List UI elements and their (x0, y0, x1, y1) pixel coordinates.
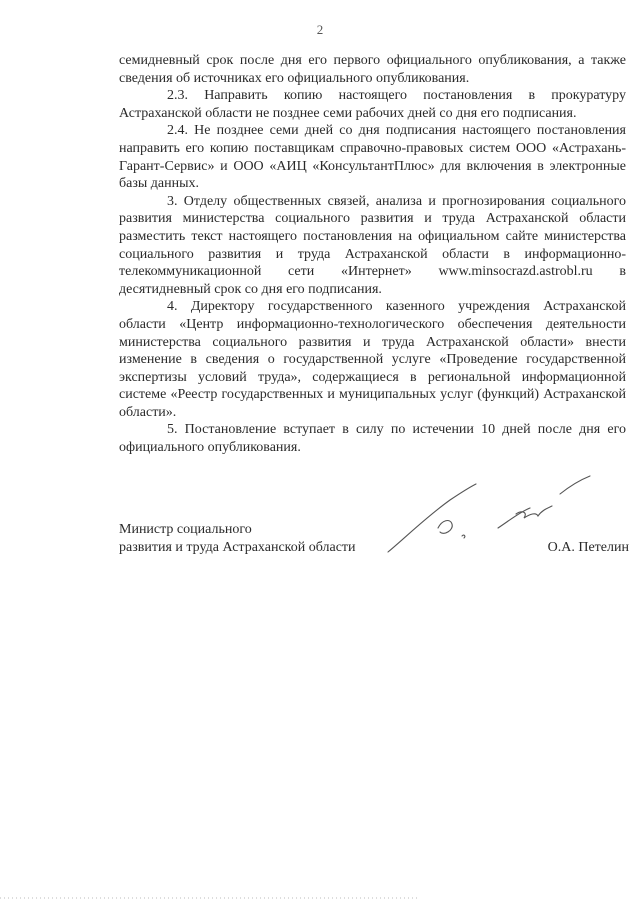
signatory-title-line-1: Министр социального (119, 522, 252, 537)
paragraph-2-4: 2.4. Не позднее семи дней со дня подписания настоящего постановления направить его копию поставщикам справочно-правовых систем ООО «Астрахань-Гарант-Сервис» и ООО «АИЦ «КонсультантПлюс» для включения в электронные базы данных. (119, 123, 626, 192)
paragraph-continuation: семидневный срок после дня его первого официального опубликования, а также сведения об источниках его официального опубликования. (119, 53, 626, 86)
paragraph-4: 4. Директору государственного казенного учреждения Астраханской области «Центр информационно-технологического обеспечения деятельности министерства социального развития и труда Астраханской области» внести изменение в сведения о государственной услуге «Проведение государственной экспертизы условий труда», содержащиеся в региональной информационной системе «Реестр государственных и муниципальных услуг (функций) Астраханской области». (119, 299, 626, 420)
paragraph-3: 3. Отделу общественных связей, анализа и прогнозирования социального развития министерства социального развития и труда Астраханской области разместить текст настоящего постановления на официальном сайте министерства социального развития и труда Астраханской области в информационно-телекоммуникационной сети «Интернет» www.minsocrazd.astrobl.ru в десятидневный срок со дня его подписания. (119, 193, 626, 297)
paragraph-5: 5. Постановление вступает в силу по истечении 10 дней после дня его официального опубликования. (119, 422, 626, 456)
document-body (119, 52, 626, 457)
bottom-dotted-line (0, 895, 640, 901)
paragraph-2-3: 2.3. Направить копию настоящего постановления в прокуратуру Астраханской области не позднее семи рабочих дней со дня его подписания. (119, 88, 626, 121)
signatory-title-line-2: развития и труда Астраханской области (119, 539, 356, 555)
page-number: 2 (316, 22, 324, 37)
signatory-name: О.А. Петелин (547, 539, 629, 555)
signature-block (119, 521, 629, 556)
